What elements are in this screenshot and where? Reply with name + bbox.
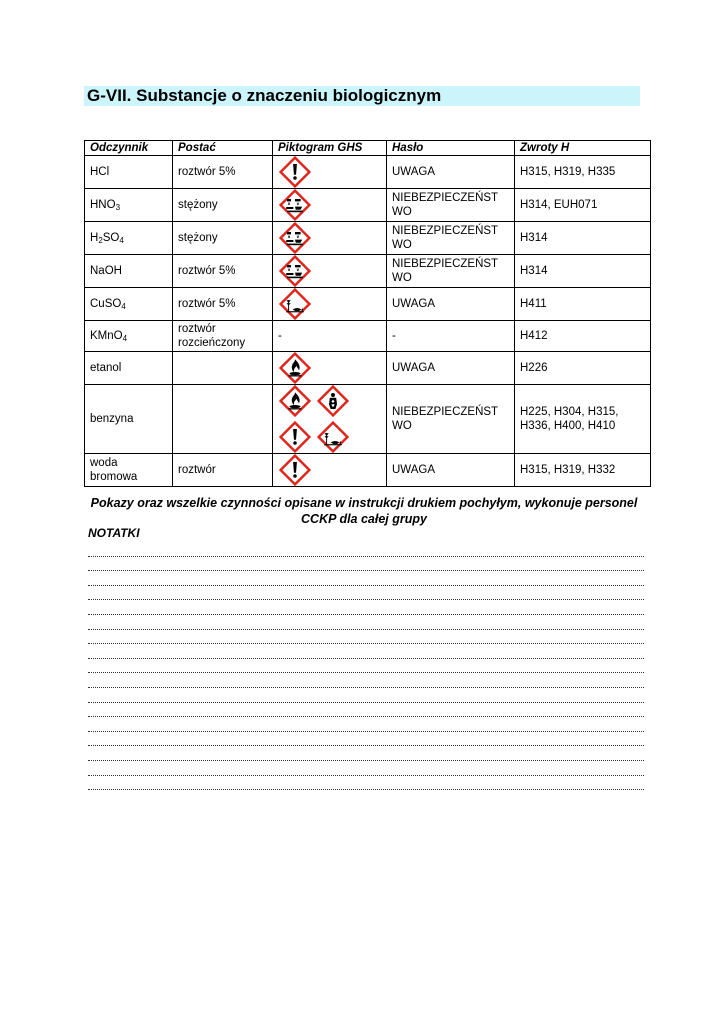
reagent-name: etanol — [85, 352, 173, 385]
note-line[interactable] — [88, 571, 644, 586]
signal-word: - — [387, 321, 515, 352]
header-piktogram: Piktogram GHS — [273, 141, 387, 156]
table-row — [85, 255, 651, 288]
note-line[interactable] — [88, 615, 644, 630]
pictogram-cell — [273, 189, 387, 222]
pictogram-cell — [273, 255, 387, 288]
note-line[interactable] — [88, 776, 644, 791]
signal-word: NIEBEZPIECZEŃST WO — [387, 222, 515, 255]
reagent-form: roztwór 5% — [173, 156, 273, 189]
reagent-form: roztwór 5% — [173, 288, 273, 321]
note-line[interactable] — [88, 761, 644, 776]
pictogram-cell — [273, 454, 387, 487]
note-line[interactable] — [88, 717, 644, 732]
instruction-note: Pokazy oraz wszelkie czynności opisane w instrukcji drukiem pochyłym, wykonuje personel CCKP dla całej grupy — [90, 496, 638, 526]
note-line[interactable] — [88, 542, 644, 557]
corrosion-icon — [279, 189, 311, 221]
header-odczynnik: Odczynnik — [85, 141, 173, 156]
table-row — [85, 156, 651, 189]
page-title: G-VII. Substancje o znaczeniu biologicznym — [84, 86, 640, 106]
reagent-name: $H_2SO_4$ — [85, 222, 173, 255]
header-postac: Postać — [173, 141, 273, 156]
table-row — [85, 321, 651, 352]
corrosion-icon — [279, 222, 311, 254]
h-statements: H314 — [515, 255, 651, 288]
environment-icon — [317, 421, 349, 453]
note-line[interactable] — [88, 600, 644, 615]
reagent-name: NaOH — [85, 255, 173, 288]
reagent-form: stężony — [173, 189, 273, 222]
corrosion-icon — [279, 255, 311, 287]
exclamation-icon — [279, 454, 311, 486]
signal-word: NIEBEZPIECZEŃST WO — [387, 189, 515, 222]
note-line[interactable] — [88, 659, 644, 674]
signal-word: NIEBEZPIECZEŃST WO — [387, 255, 515, 288]
table-header-row — [85, 141, 651, 156]
table-row — [85, 189, 651, 222]
h-statements: H412 — [515, 321, 651, 352]
h-statements: H315, H319, H332 — [515, 454, 651, 487]
environment-icon — [279, 288, 311, 320]
table-row — [85, 352, 651, 385]
h-statements: H226 — [515, 352, 651, 385]
reagent-form: stężony — [173, 222, 273, 255]
note-line[interactable] — [88, 746, 644, 761]
h-statements: H314, EUH071 — [515, 189, 651, 222]
reagent-form — [173, 385, 273, 454]
reagent-name: benzyna — [85, 385, 173, 454]
reagent-form: roztwór — [173, 454, 273, 487]
signal-word: UWAGA — [387, 454, 515, 487]
table-row — [85, 288, 651, 321]
reagent-form: roztwór 5% — [173, 255, 273, 288]
reagent-name: KMnO$_4$ — [85, 321, 173, 352]
reagent-form: roztwór rozcieńczony — [173, 321, 273, 352]
pictogram-cell — [273, 352, 387, 385]
exclamation-icon — [279, 156, 311, 188]
notes-lines — [88, 542, 644, 790]
health-hazard-icon — [317, 385, 349, 417]
note-line[interactable] — [88, 688, 644, 703]
reagent-name: $HNO_3$ — [85, 189, 173, 222]
substances-table — [84, 140, 651, 487]
note-line[interactable] — [88, 673, 644, 688]
h-statements: H314 — [515, 222, 651, 255]
pictogram-cell — [273, 385, 387, 454]
header-haslo: Hasło — [387, 141, 515, 156]
note-line[interactable] — [88, 703, 644, 718]
pictogram-cell: - — [273, 321, 387, 352]
h-statements: H315, H319, H335 — [515, 156, 651, 189]
flame-icon — [279, 385, 311, 417]
reagent-name: HCl — [85, 156, 173, 189]
signal-word: UWAGA — [387, 288, 515, 321]
reagent-name: woda bromowa — [85, 454, 173, 487]
table-row — [85, 385, 651, 454]
reagent-form — [173, 352, 273, 385]
signal-word: UWAGA — [387, 352, 515, 385]
reagent-name: CuSO$_4$ — [85, 288, 173, 321]
note-line[interactable] — [88, 557, 644, 572]
signal-word: NIEBEZPIECZEŃST WO — [387, 385, 515, 454]
table-row — [85, 454, 651, 487]
h-statements: H411 — [515, 288, 651, 321]
note-line[interactable] — [88, 732, 644, 747]
pictogram-cell — [273, 222, 387, 255]
header-zwroty: Zwroty H — [515, 141, 651, 156]
note-line[interactable] — [88, 586, 644, 601]
note-line[interactable] — [88, 630, 644, 645]
exclamation-icon — [279, 421, 311, 453]
note-line[interactable] — [88, 644, 644, 659]
flame-icon — [279, 352, 311, 384]
pictogram-cell — [273, 288, 387, 321]
h-statements: H225, H304, H315, H336, H400, H410 — [515, 385, 651, 454]
table-row — [85, 222, 651, 255]
signal-word: UWAGA — [387, 156, 515, 189]
notes-heading: NOTATKI — [88, 526, 140, 540]
pictogram-cell — [273, 156, 387, 189]
